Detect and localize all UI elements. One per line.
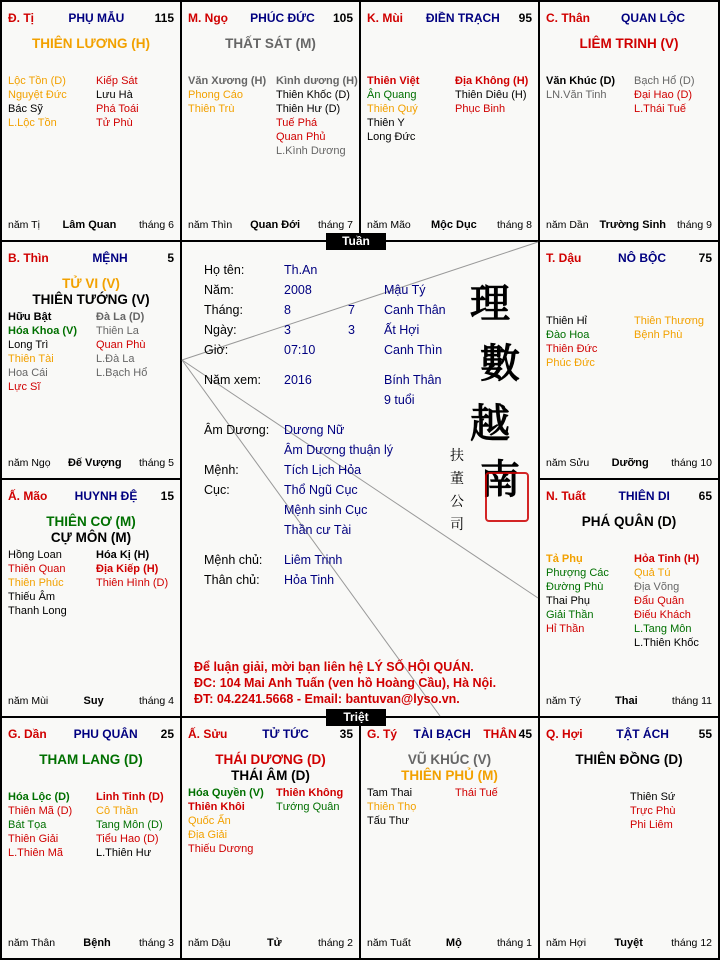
- footer-month: tháng 6: [138, 219, 174, 231]
- palace-name: TỬ TỨC: [262, 727, 309, 741]
- minor-star: Phá Toái: [96, 103, 139, 115]
- footer-year: năm Tị: [8, 219, 40, 231]
- minor-star: Thai Phụ: [546, 595, 591, 607]
- palace-tuat: [540, 480, 718, 716]
- main-star: THAM LANG (D): [39, 752, 143, 767]
- palace-name: PHỤ MẪU: [68, 11, 125, 25]
- minor-star: Thiên Hỉ: [546, 315, 587, 327]
- minor-star: Tuế Phá: [276, 117, 318, 129]
- palace-mao: [2, 480, 180, 716]
- minor-star: Phong Cáo: [188, 89, 244, 101]
- minor-star: Phúc Đức: [546, 357, 595, 369]
- palace-footer: [8, 936, 174, 950]
- minor-star: Quan Phủ: [276, 131, 326, 143]
- minor-star: Địa Võng: [634, 581, 680, 593]
- palace-dau: [540, 242, 718, 478]
- main-star: THIÊN LƯƠNG (H): [32, 36, 150, 51]
- value-thang-duong: 8: [284, 303, 291, 317]
- palace-footer: [8, 218, 174, 232]
- palace-header: [546, 250, 712, 266]
- palace-age: 15: [160, 489, 174, 503]
- minor-star: Văn Khúc (D): [546, 75, 616, 87]
- palace-footer: [188, 218, 353, 232]
- branch-label: Đ. Tị: [8, 11, 34, 25]
- minor-star: Thiên Diêu (H): [455, 89, 527, 101]
- contact-line-1: Để luận giải, mời bạn liên hệ LÝ SỐ HỘI QUÁN.: [194, 660, 474, 674]
- palace-age: 95: [518, 11, 532, 25]
- minor-star: Tướng Quân: [276, 801, 340, 813]
- label-nam: Năm:: [204, 283, 234, 297]
- branch-label: G. Tý: [367, 727, 398, 741]
- minor-star: L.Thái Tuế: [634, 103, 686, 115]
- main-star: CỰ MÔN (M): [50, 530, 132, 545]
- minor-star: Thiên Hư (D): [276, 103, 341, 115]
- minor-star: Thái Tuế: [455, 787, 498, 799]
- minor-star: Quả Tú: [634, 567, 671, 579]
- star-column-right: [455, 786, 498, 800]
- minor-star: Tam Thai: [367, 787, 413, 799]
- value-nam-can: Mậu Tý: [384, 283, 426, 297]
- footer-month: tháng 11: [671, 695, 712, 707]
- minor-star: Văn Xương (H): [188, 75, 267, 87]
- label-nam-xem: Năm xem:: [204, 373, 261, 387]
- footer-month: tháng 9: [676, 219, 712, 231]
- minor-star: Phi Liêm: [630, 819, 673, 831]
- minor-star: Thiên Việt: [367, 75, 420, 87]
- footer-month: tháng 2: [317, 937, 353, 949]
- label-menh-chu: Mệnh chủ:: [204, 553, 263, 567]
- minor-star: Quan Phù: [96, 339, 146, 351]
- main-star: LIÊM TRINH (V): [579, 36, 679, 51]
- footer-month: tháng 12: [671, 937, 712, 949]
- footer-stage: Quan Đới: [250, 219, 301, 231]
- palace-age: 105: [332, 11, 353, 25]
- minor-star: Địa Giải: [188, 829, 228, 841]
- footer-year: năm Tuất: [367, 937, 411, 949]
- value-gio-can: Canh Thìn: [384, 343, 443, 357]
- minor-star: Hóa Khoa (V): [8, 325, 78, 337]
- palace-footer: [546, 456, 712, 470]
- contact-line-2: ĐC: 104 Mai Anh Tuấn (ven hồ Hoàng Cầu), Hà Nội.: [194, 676, 497, 690]
- main-star: THÁI DƯƠNG (D): [215, 752, 326, 767]
- branch-label: Ấ. Mão: [8, 489, 48, 503]
- palace-name: QUAN LỘC: [621, 11, 685, 25]
- palace-name: ĐIỀN TRẠCH: [425, 11, 500, 25]
- minor-star: Địa Kiếp (H): [96, 563, 159, 575]
- footer-month: tháng 3: [138, 937, 174, 949]
- minor-star: Thiếu Dương: [188, 843, 254, 855]
- minor-star: Thiên Quan: [8, 563, 66, 575]
- palace-footer: [188, 936, 353, 950]
- minor-star: L.Lộc Tồn: [8, 117, 57, 129]
- palace-thin: [2, 242, 180, 478]
- minor-star: Hỏa Tinh (H): [634, 553, 700, 565]
- main-star: VŨ KHÚC (V): [407, 752, 492, 767]
- palace-hoi: [540, 718, 718, 958]
- minor-star: Thiên Khôi: [188, 801, 245, 813]
- minor-star: Đẩu Quân: [634, 595, 685, 607]
- footer-year: năm Dần: [546, 219, 589, 231]
- palace-age: 45: [518, 727, 532, 741]
- minor-star: Điếu Khách: [634, 609, 691, 621]
- calligraphy-char-4: 南: [480, 456, 520, 503]
- palace-footer: [546, 694, 712, 708]
- palace-name: TÀI BẠCH: [413, 727, 471, 741]
- value-menh-chu: Liêm Trinh: [284, 553, 343, 567]
- star-column-left: [546, 74, 615, 102]
- minor-star: L.Kình Dương: [276, 145, 346, 157]
- star-column-right: [634, 74, 695, 116]
- footer-stage: Đế Vượng: [67, 457, 122, 469]
- palace-name: MỆNH: [92, 251, 128, 265]
- palace-age: 65: [698, 489, 712, 503]
- minor-star: Long Đức: [367, 131, 416, 143]
- star-column-left: [188, 786, 264, 856]
- palace-age: 35: [339, 727, 353, 741]
- minor-star: Nguyệt Đức: [8, 89, 67, 101]
- minor-star: Thiên Đức: [546, 343, 598, 355]
- minor-star: Hữu Bật: [8, 311, 52, 323]
- footer-year: năm Sửu: [546, 457, 590, 469]
- tuan-tag: Tuần: [326, 233, 386, 250]
- footer-month: tháng 1: [496, 937, 532, 949]
- minor-star: Đại Hao (D): [634, 89, 693, 101]
- footer-year: năm Thân: [8, 937, 56, 949]
- small-char-3: 公: [450, 494, 464, 510]
- branch-label: C. Thân: [546, 11, 590, 25]
- palace-than: [540, 2, 718, 240]
- minor-star: Thiên Giải: [8, 833, 59, 845]
- value-thang-can: Canh Thân: [384, 303, 446, 317]
- footer-stage: Thai: [615, 695, 638, 707]
- palace-name: THIÊN DI: [618, 489, 670, 503]
- palace-header: [188, 10, 353, 26]
- palace-header: [546, 488, 712, 504]
- minor-star: Trực Phù: [630, 805, 676, 817]
- star-column-left: [367, 74, 419, 144]
- footer-stage: Bệnh: [83, 937, 111, 949]
- minor-star: Bác Sỹ: [8, 103, 43, 115]
- palace-name: TẬT ÁCH: [616, 727, 669, 741]
- minor-star: Hỉ Thần: [546, 623, 585, 635]
- minor-star: Thanh Long: [8, 605, 67, 617]
- minor-star: Thiên Khốc (D): [276, 89, 350, 101]
- minor-star: Lực Sĩ: [8, 381, 41, 393]
- star-column-right: [276, 786, 343, 814]
- value-cuc-2: Mệnh sinh Cục: [284, 503, 368, 517]
- star-column-right: [276, 74, 358, 158]
- footer-stage: Dưỡng: [611, 457, 649, 469]
- label-ngay: Ngày:: [204, 323, 237, 337]
- center-info-panel: [180, 240, 540, 716]
- minor-star: Thiên Thọ: [367, 801, 417, 813]
- minor-star: Thiên La: [96, 325, 139, 337]
- footer-month: tháng 7: [317, 219, 353, 231]
- minor-star: Phượng Các: [546, 567, 609, 579]
- star-column-left: [8, 548, 67, 618]
- palace-age: 5: [167, 251, 174, 265]
- minor-star: Thiên Mã (D): [8, 805, 73, 817]
- palace-age: 115: [154, 11, 174, 25]
- triet-tag: Triệt: [326, 709, 386, 726]
- footer-stage: Mộ: [445, 937, 462, 949]
- minor-star: Lưu Hà: [96, 89, 133, 101]
- minor-star: Thiên Phúc: [8, 577, 64, 589]
- minor-star: Thiếu Âm: [8, 591, 56, 603]
- label-menh: Mệnh:: [204, 463, 239, 477]
- value-am-duong: Dương Nữ: [284, 423, 345, 437]
- footer-stage: Tuyệt: [614, 937, 643, 949]
- minor-star: Hóa Lộc (D): [8, 791, 70, 803]
- minor-star: Thiên Không: [276, 787, 344, 799]
- palace-suu: [182, 718, 359, 958]
- main-star: TỬ VI (V): [62, 276, 120, 291]
- branch-label: G. Dần: [8, 727, 47, 741]
- main-star: THIÊN PHỦ (M): [401, 768, 498, 783]
- star-column-right: [630, 790, 675, 832]
- label-ho-ten: Họ tên:: [204, 263, 245, 277]
- minor-star: Thiên Hình (D): [96, 577, 169, 589]
- palace-footer: [367, 218, 532, 232]
- minor-star: Thiên Y: [367, 117, 405, 129]
- calligraphy-char-1: 理: [470, 280, 510, 327]
- main-star: THÁI ÂM (D): [231, 768, 310, 783]
- minor-star: Đà La (D): [96, 311, 145, 323]
- branch-label: N. Tuất: [546, 489, 586, 503]
- minor-star: Hóa Kị (H): [96, 549, 150, 561]
- palace-ty: [361, 718, 538, 958]
- minor-star: Tang Môn (D): [96, 819, 163, 831]
- main-star: THIÊN CƠ (M): [46, 514, 136, 529]
- main-star: THIÊN ĐỒNG (D): [575, 752, 683, 767]
- minor-star: Cô Thần: [96, 805, 138, 817]
- palace-name: HUYNH ĐỆ: [74, 489, 138, 503]
- palace-footer: [8, 456, 174, 470]
- minor-star: Long Trì: [8, 339, 49, 351]
- value-nam: 2008: [284, 283, 312, 297]
- branch-label: B. Thìn: [8, 251, 49, 265]
- minor-star: L.Thiên Khốc: [634, 637, 699, 649]
- branch-label: Ấ. Sửu: [188, 727, 228, 741]
- minor-star: Thiên Sứ: [630, 791, 676, 803]
- footer-stage: Tử: [266, 937, 282, 949]
- main-star: THIÊN TƯỚNG (V): [32, 292, 150, 307]
- value-ngay-duong: 3: [284, 323, 291, 337]
- footer-year: năm Ngọ: [8, 457, 51, 469]
- label-thang: Tháng:: [204, 303, 243, 317]
- value-tuoi: 9 tuổi: [384, 393, 415, 407]
- label-gio: Giờ:: [204, 343, 229, 357]
- branch-label: M. Ngọ: [188, 11, 228, 25]
- minor-star: Bệnh Phù: [634, 329, 683, 341]
- palace-mui: [361, 2, 538, 240]
- palace-ngo: [182, 2, 359, 240]
- label-cuc: Cục:: [204, 483, 230, 497]
- than-marker: THÂN: [483, 727, 517, 741]
- palace-age: 55: [698, 727, 712, 741]
- value-gio: 07:10: [284, 343, 316, 357]
- minor-star: Địa Không (H): [455, 75, 529, 87]
- palace-dan: [2, 718, 180, 958]
- value-thang-am: 7: [348, 303, 355, 317]
- label-than-chu: Thân chủ:: [204, 573, 260, 587]
- minor-star: L.Bạch Hổ: [96, 367, 148, 379]
- palace-header: [367, 726, 532, 742]
- branch-label: Q. Hợi: [546, 727, 583, 741]
- minor-star: L.Tang Môn: [634, 623, 692, 635]
- value-nam-xem-can: Bính Thân: [384, 373, 442, 387]
- minor-star: L.Đà La: [96, 353, 135, 365]
- value-am-duong-2: Âm Dương thuận lý: [284, 443, 393, 457]
- minor-star: Kiếp Sát: [96, 75, 138, 87]
- minor-star: Phục Binh: [455, 103, 506, 115]
- minor-star: Bạch Hổ (D): [634, 75, 695, 87]
- minor-star: Thiên Trù: [188, 103, 235, 115]
- palace-footer: [546, 218, 712, 232]
- star-column-right: [96, 548, 168, 590]
- star-column-right: [96, 790, 164, 860]
- star-column-left: [8, 74, 67, 130]
- footer-year: năm Dậu: [188, 937, 231, 949]
- palace-footer: [546, 936, 712, 950]
- palace-header: [546, 726, 712, 742]
- calligraphy-char-2: 數: [480, 340, 520, 387]
- label-am-duong: Âm Dương:: [204, 423, 270, 437]
- footer-year: năm Tý: [546, 695, 581, 707]
- palace-name: NÔ BỘC: [617, 251, 666, 265]
- branch-label: K. Mùi: [367, 11, 403, 25]
- minor-star: Đường Phù: [546, 581, 604, 593]
- footer-year: năm Mão: [367, 219, 411, 231]
- value-ho-ten: Th.An: [284, 263, 318, 277]
- footer-year: năm Mùi: [8, 695, 49, 707]
- small-char-4: 司: [450, 517, 464, 533]
- minor-star: Lộc Tồn (D): [8, 75, 66, 87]
- minor-star: Kình dương (H): [276, 75, 358, 87]
- value-ngay-can: Ất Hợi: [384, 323, 420, 337]
- minor-star: Ân Quang: [367, 89, 417, 101]
- minor-star: Thiên Thương: [634, 315, 705, 327]
- footer-month: tháng 8: [496, 219, 532, 231]
- minor-star: Tấu Thư: [367, 815, 410, 827]
- palace-name: PHÚC ĐỨC: [250, 11, 315, 25]
- star-column-left: [8, 310, 77, 394]
- minor-star: Tả Phụ: [546, 553, 583, 565]
- small-char-2: 董: [450, 471, 464, 487]
- value-cuc: Thổ Ngũ Cục: [284, 483, 358, 497]
- footer-year: năm Hợi: [546, 937, 587, 949]
- minor-star: L.Thiên Hư: [96, 847, 152, 859]
- footer-stage: Lâm Quan: [62, 219, 117, 231]
- star-column-right: [96, 310, 147, 380]
- minor-star: Quốc Ấn: [188, 815, 231, 827]
- red-seal-stamp: [485, 472, 529, 522]
- minor-star: Linh Tinh (D): [96, 791, 164, 803]
- palace-ti: [2, 2, 180, 240]
- calligraphy-char-3: 越: [470, 400, 510, 447]
- footer-stage: Mộc Dục: [430, 219, 477, 231]
- palace-header: [8, 488, 174, 504]
- star-column-right: [634, 314, 704, 342]
- star-column-left: [188, 74, 266, 116]
- main-star: THẤT SÁT (M): [225, 36, 316, 51]
- value-menh: Tích Lịch Hỏa: [284, 463, 362, 477]
- minor-star: Tử Phù: [96, 117, 133, 129]
- minor-star: Hoa Cái: [8, 367, 48, 379]
- minor-star: Bát Tọa: [8, 819, 47, 831]
- star-column-left: [546, 314, 597, 370]
- palace-age: 75: [698, 251, 712, 265]
- minor-star: Hóa Quyền (V): [188, 787, 264, 799]
- minor-star: Thiên Quý: [367, 103, 418, 115]
- value-than-chu: Hỏa Tinh: [284, 573, 335, 587]
- star-column-right: [455, 74, 528, 116]
- minor-star: L.Thiên Mã: [8, 847, 64, 859]
- minor-star: Hồng Loan: [8, 549, 62, 561]
- star-column-right: [634, 552, 699, 650]
- minor-star: Giải Thần: [546, 609, 594, 621]
- footer-month: tháng 4: [138, 695, 174, 707]
- palace-age: 25: [160, 727, 174, 741]
- footer-year: năm Thìn: [188, 219, 233, 231]
- palace-header: [8, 726, 174, 742]
- palace-header: [188, 726, 353, 742]
- value-ngay-am: 3: [348, 323, 355, 337]
- footer-month: tháng 10: [671, 457, 712, 469]
- star-column-left: [546, 552, 609, 636]
- star-column-left: [367, 786, 416, 828]
- branch-label: T. Dậu: [546, 251, 582, 265]
- minor-star: LN.Văn Tinh: [546, 89, 607, 101]
- palace-footer: [8, 694, 174, 708]
- minor-star: Thiên Tài: [8, 353, 54, 365]
- contact-line-3: ĐT: 04.2241.5668 - Email: bantuvan@lyso.vn.: [194, 692, 460, 706]
- minor-star: Tiểu Hao (D): [96, 833, 159, 845]
- small-char-1: 扶: [450, 448, 464, 464]
- star-column-right: [96, 74, 139, 130]
- palace-header: [8, 10, 174, 26]
- star-column-left: [8, 790, 72, 860]
- value-nam-xem: 2016: [284, 373, 312, 387]
- palace-header: [546, 10, 712, 26]
- minor-star: Đào Hoa: [546, 329, 590, 341]
- value-cuc-3: Thần cư Tài: [284, 523, 352, 537]
- main-star: PHÁ QUÂN (D): [581, 514, 677, 529]
- footer-stage: Suy: [83, 695, 104, 707]
- palace-header: [8, 250, 174, 266]
- footer-month: tháng 5: [138, 457, 174, 469]
- palace-footer: [367, 936, 532, 950]
- palace-header: [367, 10, 532, 26]
- palace-name: PHU QUÂN: [73, 727, 138, 741]
- footer-stage: Trường Sinh: [599, 219, 667, 231]
